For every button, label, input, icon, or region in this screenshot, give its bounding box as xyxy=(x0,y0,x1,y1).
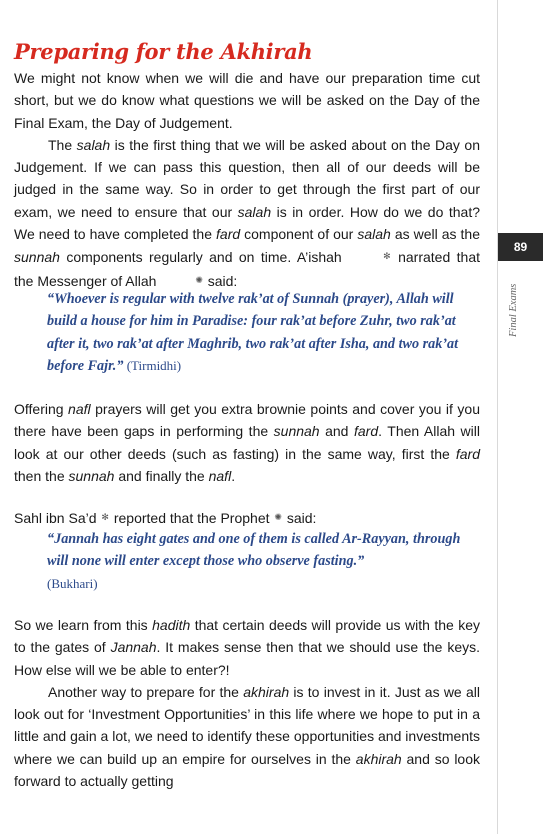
sallallahu-alayhi-wasallam-icon: ✺ xyxy=(274,512,282,522)
paragraph-conclusion xyxy=(14,614,480,792)
paragraph-sahl xyxy=(14,506,480,529)
paragraph-2: The salah is the first thing that we will be asked about on the Day on Judgement. If we can pass this question, then all of our deeds will be judged in the same way. So in order to get through the first part of our exam, we need to ensure that our salah is in order. How do we do that? We need to have completed the fard component of our salah as well as the sunnah components regularly and on time. A’ishah ✻ narrated that the Messenger of Allah ✺ said: xyxy=(14,134,480,292)
margin-divider xyxy=(497,0,498,834)
page-number: 89 xyxy=(498,233,543,261)
paragraph-4: Sahl ibn Sa’d ✻ reported that the Prophet ✺ said: xyxy=(14,506,480,529)
page-title: Preparing for the Akhirah xyxy=(14,39,313,64)
radiallahu-anha-icon: ✻ xyxy=(383,251,391,262)
running-head: Final Exams xyxy=(508,283,519,337)
hadith-source: (Bukhari) xyxy=(47,575,98,591)
paragraph-intro xyxy=(14,67,480,292)
paragraph-3: Offering nafl prayers will get you extra brownie points and cover you if you there have been gaps in performing the sunnah and fard. Then Allah will look at our other deeds (such as fasting) in the same way, first the fard then the sunnah and finally the nafl. xyxy=(14,401,480,484)
hadith-source: (Tirmidhi) xyxy=(123,357,182,373)
paragraph-5: So we learn from this hadith that certain deeds will provide us with the key to the gates of Jannah. It makes sense then that we should use the keys. How else will we be able to enter?! xyxy=(14,617,481,678)
hadith-quote-bukhari: “Jannah has eight gates and one of them is called Ar-Rayyan, through will none will enter except those who observe fasting.” (Bukhari) xyxy=(47,528,477,595)
hadith-quote-tirmidhi: “Whoever is regular with twelve rak’at of Sunnah (prayer), Allah will build a house for him in Paradise: four rak’at before Zuhr, two rak’at after it, two rak’at after Maghrib, two rak’at after Isha, and two rak’at before Fajr.” (Tirmidhi) xyxy=(47,291,459,374)
sallallahu-alayhi-wasallam-icon: ✺ xyxy=(195,274,203,285)
radiallahu-anhu-icon: ✻ xyxy=(101,512,109,522)
paragraph-6: Another way to prepare for the akhirah is to invest in it. Just as we all look out for ‘Investment Opportunities’ in this life where we hope to put in a little and gain a lot, we need to identify these opportunities and investments where we can build up an empire for ourselves in the akhirah and so look forward to actually getting xyxy=(14,683,480,790)
paragraph-nafl xyxy=(14,398,480,487)
paragraph-1: We might not know when we will die and have our preparation time cut short, but we do know what questions we will be asked on the Day of the Final Exam, the Day of Judgement. xyxy=(14,70,480,131)
